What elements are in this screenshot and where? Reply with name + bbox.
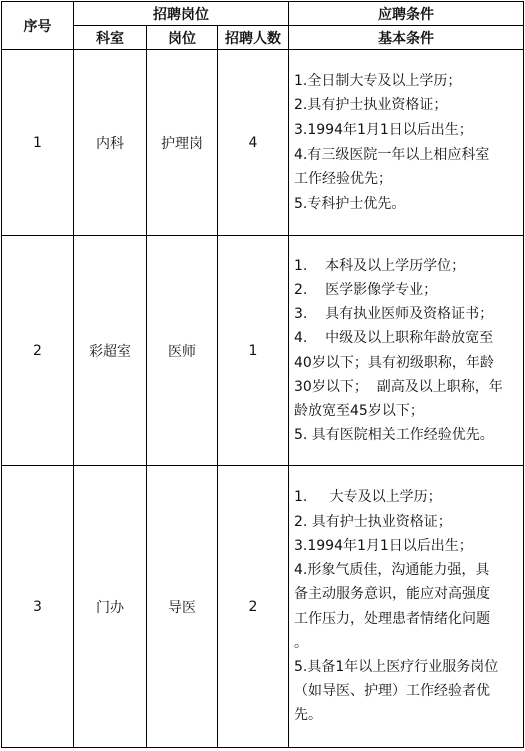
header-post: 岗位	[147, 26, 218, 50]
row-dept: 彩超室	[74, 236, 147, 466]
header-row-1	[2, 2, 524, 26]
row-requirements	[289, 50, 524, 236]
requirement-line: 3.1994年1月1日以后出生；	[294, 537, 473, 554]
requirement-line: 5. 具有医院相关工作经验优先。	[294, 427, 494, 444]
header-seq: 序号	[2, 2, 74, 50]
requirement-line: 1. 大专及以上学历；	[294, 489, 442, 506]
table-row	[2, 236, 524, 466]
requirement-line: 备主动服务意识，能应对高强度	[294, 586, 490, 603]
requirement-line: 3. 具有执业医师及资格证书；	[294, 306, 494, 323]
recruitment-table	[1, 1, 524, 748]
row-count: 2	[218, 466, 289, 748]
row-count: 1	[218, 236, 289, 466]
requirement-line: （如导医、护理）工作经验者优	[294, 683, 490, 700]
row-requirements	[289, 466, 524, 748]
requirement-line: 5.具备1年以上医疗行业服务岗位	[294, 658, 499, 675]
header-row-2	[2, 26, 524, 50]
row-count: 4	[218, 50, 289, 236]
row-post: 导医	[147, 466, 218, 748]
requirement-line: 3.1994年1月1日以后出生；	[294, 121, 473, 138]
requirement-line: 2. 医学影像学专业；	[294, 281, 438, 298]
requirement-line: 2.具有护士执业资格证；	[294, 97, 448, 114]
row-seq: 1	[2, 50, 74, 236]
row-dept: 内科	[74, 50, 147, 236]
row-dept: 门办	[74, 466, 147, 748]
row-requirements	[289, 236, 524, 466]
requirement-line: 工作压力，处理患者情绪化问题	[294, 610, 490, 627]
header-conditions-group: 应聘条件	[289, 2, 524, 26]
row-seq: 2	[2, 236, 74, 466]
requirement-line: 40岁以下；具有初级职称，年龄	[294, 354, 494, 371]
requirement-line: 工作经验优先；	[294, 171, 392, 188]
requirement-line: 2. 具有护士执业资格证；	[294, 513, 452, 530]
requirement-line: 。	[294, 634, 308, 651]
requirement-line: 4.形象气质佳，沟通能力强，具	[294, 562, 490, 579]
header-dept: 科室	[74, 26, 147, 50]
requirement-line: 5.专科护士优先。	[294, 195, 406, 212]
row-post: 医师	[147, 236, 218, 466]
requirement-line: 龄放宽至45岁以下；	[294, 402, 424, 419]
header-count: 招聘人数	[218, 26, 289, 50]
row-seq: 3	[2, 466, 74, 748]
header-position-group: 招聘岗位	[74, 2, 289, 26]
requirement-line: 4.有三级医院一年以上相应科室	[294, 146, 490, 163]
row-post: 护理岗	[147, 50, 218, 236]
requirement-line: 1.全日制大专及以上学历；	[294, 72, 462, 89]
requirement-line: 30岁以下； 副高及以上职称，年	[294, 378, 503, 395]
requirement-line: 1. 本科及以上学历学位；	[294, 257, 466, 274]
table-row	[2, 50, 524, 236]
table-row	[2, 466, 524, 748]
requirement-line: 先。	[294, 707, 322, 724]
requirement-line: 4. 中级及以上职称年龄放宽至	[294, 330, 494, 347]
header-basic: 基本条件	[289, 26, 524, 50]
